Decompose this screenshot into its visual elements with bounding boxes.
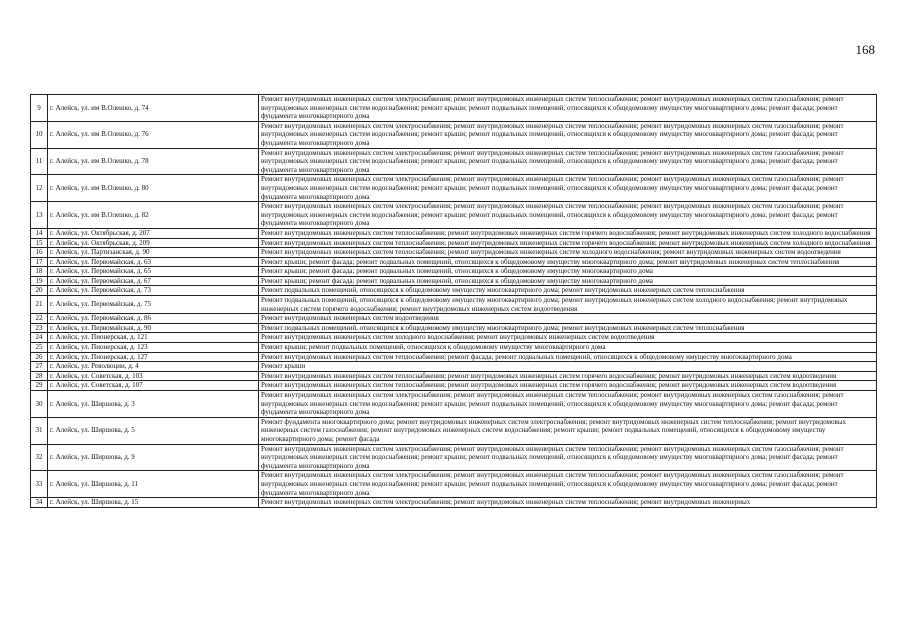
row-number: 12 [31,175,48,202]
row-works: Ремонт внутридомовых инженерных систем электроснабжения; ремонт внутридомовых инженерных систем теплоснабжения; ремонт внутридомовых инженерных систем газоснабжения; ремонт внутридомовых инженерных систем водоснабжения; ремонт крыши; ремонт подвальных помещений, относящихся к общедомовому имуществу многоквартирного дома; ремонт фасада; ремонт фундамента многоквартирного дома [259,121,877,148]
row-number: 34 [31,498,48,508]
table-row [31,471,877,498]
table-row [31,333,877,343]
row-address: г. Алейск, ул. Первомайская, д. 73 [48,286,259,296]
row-works: Ремонт крыши; ремонт фасада; ремонт подвальных помещений, относящихся к общедомовому имуществу многоквартирного дома [259,276,877,286]
table-body [31,95,877,508]
table-row [31,276,877,286]
row-address: г. Алейск, ул. им В.Олешко, д. 76 [48,121,259,148]
page-number: 168 [855,42,875,57]
row-works: Ремонт внутридомовых инженерных систем теплоснабжения; ремонт внутридомовых инженерных систем горячего водоснабжения; ремонт внутридомовых инженерных систем холодного водоснабжения [259,228,877,238]
row-address: г. Алейск, ул. Пионерская, д. 121 [48,333,259,343]
row-number: 29 [31,381,48,391]
row-works: Ремонт крыши; ремонт фасада; ремонт подвальных помещений, относящихся к общедомовому имуществу многоквартирного дома [259,267,877,277]
row-number: 23 [31,323,48,333]
row-works: Ремонт фундамента многоквартирного дома; ремонт внутридомовых инженерных систем электроснабжения; ремонт внутридомовых инженерных систем теплоснабжения; ремонт внутридомовых инженерных систем газоснабжения; ремонт внутридомовых инженерных систем водоснабжения; ремонт крыши; ремонт подвальных помещений, относящихся к общедомовому имуществу многоквартирного дома; ремонт фасада [259,417,877,444]
row-number: 9 [31,95,48,122]
row-works: Ремонт внутридомовых инженерных систем электроснабжения; ремонт внутридомовых инженерных систем теплоснабжения; ремонт внутридомовых инженерных систем газоснабжения; ремонт внутридомовых инженерных систем водоснабжения; ремонт крыши; ремонт подвальных помещений, относящихся к общедомовому имуществу многоквартирного дома; ремонт фасада; ремонт фундамента многоквартирного дома [259,202,877,229]
repair-works-table [30,94,877,508]
row-number: 13 [31,202,48,229]
row-works: Ремонт внутридомовых инженерных систем электроснабжения; ремонт внутридомовых инженерных систем теплоснабжения; ремонт внутридомовых инженерных систем газоснабжения; ремонт внутридомовых инженерных систем водоснабжения; ремонт крыши; ремонт подвальных помещений, относящихся к общедомовому имуществу многоквартирного дома; ремонт фасада; ремонт фундамента многоквартирного дома [259,148,877,175]
row-address: г. Алейск, ул. Ширшова, д. 15 [48,498,259,508]
row-address: г. Алейск, ул. Советская, д. 103 [48,371,259,381]
row-works: Ремонт крыши [259,362,877,372]
row-number: 16 [31,248,48,258]
row-number: 15 [31,238,48,248]
row-works: Ремонт внутридомовых инженерных систем электроснабжения; ремонт внутридомовых инженерных систем теплоснабжения; ремонт внутридомовых инженерных систем газоснабжения; ремонт внутридомовых инженерных систем водоснабжения; ремонт крыши; ремонт подвальных помещений, относящихся к общедомовому имуществу многоквартирного дома; ремонт фасада; ремонт фундамента многоквартирного дома [259,95,877,122]
row-number: 11 [31,148,48,175]
row-address: г. Алейск, ул. им В.Олешко, д. 78 [48,148,259,175]
table-row [31,498,877,508]
row-works: Ремонт внутридомовых инженерных систем теплоснабжения; ремонт внутридомовых инженерных систем горячего водоснабжения; ремонт внутридомовых инженерных систем холодного водоснабжения [259,238,877,248]
row-number: 26 [31,352,48,362]
row-address: г. Алейск, ул. Первомайская, д. 63 [48,257,259,267]
row-number: 20 [31,286,48,296]
table-row [31,362,877,372]
row-address: г. Алейск, ул. Советская, д. 107 [48,381,259,391]
row-address: г. Алейск, ул. Октябрьская, д. 207 [48,228,259,238]
row-works: Ремонт внутридомовых инженерных систем электроснабжения; ремонт внутридомовых инженерных систем теплоснабжения; ремонт внутридомовых инженерных [259,498,877,508]
row-number: 33 [31,471,48,498]
row-works: Ремонт внутридомовых инженерных систем теплоснабжения; ремонт внутридомовых инженерных систем горячего водоснабжения; ремонт внутридомовых инженерных систем водоотведения [259,381,877,391]
row-address: г. Алейск, ул. Первомайская, д. 90 [48,323,259,333]
row-works: Ремонт внутридомовых инженерных систем теплоснабжения; ремонт фасада; ремонт подвальных помещений, относящихся к общедомовому имуществу многоквартирного дома [259,352,877,362]
row-works: Ремонт внутридомовых инженерных систем теплоснабжения; ремонт внутридомовых инженерных систем холодного водоснабжения; ремонт внутридомовых инженерных систем водоотведения [259,248,877,258]
table-row [31,343,877,353]
row-number: 30 [31,391,48,418]
table-row [31,267,877,277]
row-works: Ремонт подвальных помещений, относящихся к общедомовому имуществу многоквартирного дома; ремонт внутридомовых инженерных систем холодного водоснабжения; ремонт внутридомовых инженерных систем горячего водоснабжения; ремонт внутридомовых инженерных систем водоотведения [259,296,877,314]
table-row [31,228,877,238]
row-number: 28 [31,371,48,381]
row-number: 24 [31,333,48,343]
row-number: 27 [31,362,48,372]
table-row [31,95,877,122]
row-address: г. Алейск, ул. Пионерская, д. 123 [48,343,259,353]
row-works: Ремонт подвальных помещений, относящихся к общедомовому имуществу многоквартирного дома; ремонт внутридомовых инженерных систем теплоснабжения [259,286,877,296]
row-number: 31 [31,417,48,444]
table-row [31,352,877,362]
row-address: г. Алейск, ул. Ширшова, д. 3 [48,391,259,418]
table-row [31,391,877,418]
row-number: 17 [31,257,48,267]
row-address: г. Алейск, ул. Ширшова, д. 11 [48,471,259,498]
table-row [31,238,877,248]
table-row [31,323,877,333]
row-works: Ремонт внутридомовых инженерных систем электроснабжения; ремонт внутридомовых инженерных систем теплоснабжения; ремонт внутридомовых инженерных систем газоснабжения; ремонт внутридомовых инженерных систем водоснабжения; ремонт крыши; ремонт подвальных помещений, относящихся к общедомовому имуществу многоквартирного дома; ремонт фасада; ремонт фундамента многоквартирного дома [259,175,877,202]
row-number: 21 [31,296,48,314]
table-row [31,314,877,324]
table-row [31,148,877,175]
table-row [31,121,877,148]
table-row [31,296,877,314]
table-row [31,417,877,444]
row-number: 22 [31,314,48,324]
table-row [31,175,877,202]
row-address: г. Алейск, ул. Пионерская, д. 127 [48,352,259,362]
row-works: Ремонт внутридомовых инженерных систем водоотведения [259,314,877,324]
row-address: г. Алейск, ул. Первомайская, д. 86 [48,314,259,324]
row-address: г. Алейск, ул. им В.Олешко, д. 80 [48,175,259,202]
row-works: Ремонт внутридомовых инженерных систем электроснабжения; ремонт внутридомовых инженерных систем теплоснабжения; ремонт внутридомовых инженерных систем газоснабжения; ремонт внутридомовых инженерных систем водоснабжения; ремонт крыши; ремонт подвальных помещений, относящихся к общедомовому имуществу многоквартирного дома; ремонт фасада; ремонт фундамента многоквартирного дома [259,471,877,498]
row-address: г. Алейск, ул. Ширшова, д. 9 [48,444,259,471]
table-row [31,444,877,471]
row-works: Ремонт внутридомовых инженерных систем теплоснабжения; ремонт внутридомовых инженерных систем горячего водоснабжения; ремонт внутридомовых инженерных систем водоотведения [259,371,877,381]
row-works: Ремонт подвальных помещений, относящихся к общедомовому имуществу многоквартирного дома; ремонт внутридомовых инженерных систем теплоснабжения [259,323,877,333]
table-row [31,286,877,296]
row-works: Ремонт внутридомовых инженерных систем электроснабжения; ремонт внутридомовых инженерных систем теплоснабжения; ремонт внутридомовых инженерных систем газоснабжения; ремонт внутридомовых инженерных систем водоснабжения; ремонт крыши; ремонт подвальных помещений, относящихся к общедомовому имуществу многоквартирного дома; ремонт фасада; ремонт фундамента многоквартирного дома [259,444,877,471]
row-works: Ремонт крыши; ремонт фасада; ремонт подвальных помещений, относящихся к общедомовому имуществу многоквартирного дома; ремонт внутридомовых инженерных систем теплоснабжения [259,257,877,267]
row-number: 18 [31,267,48,277]
row-number: 32 [31,444,48,471]
table-row [31,257,877,267]
table-row [31,248,877,258]
row-address: г. Алейск, ул. Революции, д. 4 [48,362,259,372]
row-address: г. Алейск, ул. Первомайская, д. 65 [48,267,259,277]
row-address: г. Алейск, ул. им В.Олешко, д. 74 [48,95,259,122]
row-works: Ремонт внутридомовых инженерных систем холодного водоснабжения; ремонт внутридомовых инженерных систем водоотведения [259,333,877,343]
row-address: г. Алейск, ул. Октябрьская, д. 209 [48,238,259,248]
table-row [31,371,877,381]
table-row [31,202,877,229]
table-row [31,381,877,391]
row-works: Ремонт внутридомовых инженерных систем электроснабжения; ремонт внутридомовых инженерных систем теплоснабжения; ремонт внутридомовых инженерных систем газоснабжения; ремонт внутридомовых инженерных систем водоснабжения; ремонт крыши; ремонт подвальных помещений, относящихся к общедомовому имуществу многоквартирного дома; ремонт фасада; ремонт фундамента многоквартирного дома [259,391,877,418]
row-number: 25 [31,343,48,353]
row-address: г. Алейск, ул. им В.Олешко, д. 82 [48,202,259,229]
row-address: г. Алейск, ул. Первомайская, д. 75 [48,296,259,314]
row-works: Ремонт крыши; ремонт подвальных помещений, относящихся к общедомовому имуществу многоквартирного дома [259,343,877,353]
row-number: 10 [31,121,48,148]
row-number: 19 [31,276,48,286]
row-address: г. Алейск, ул. Первомайская, д. 67 [48,276,259,286]
row-address: г. Алейск, ул. Партизанская, д. 90 [48,248,259,258]
row-number: 14 [31,228,48,238]
row-address: г. Алейск, ул. Ширшова, д. 5 [48,417,259,444]
